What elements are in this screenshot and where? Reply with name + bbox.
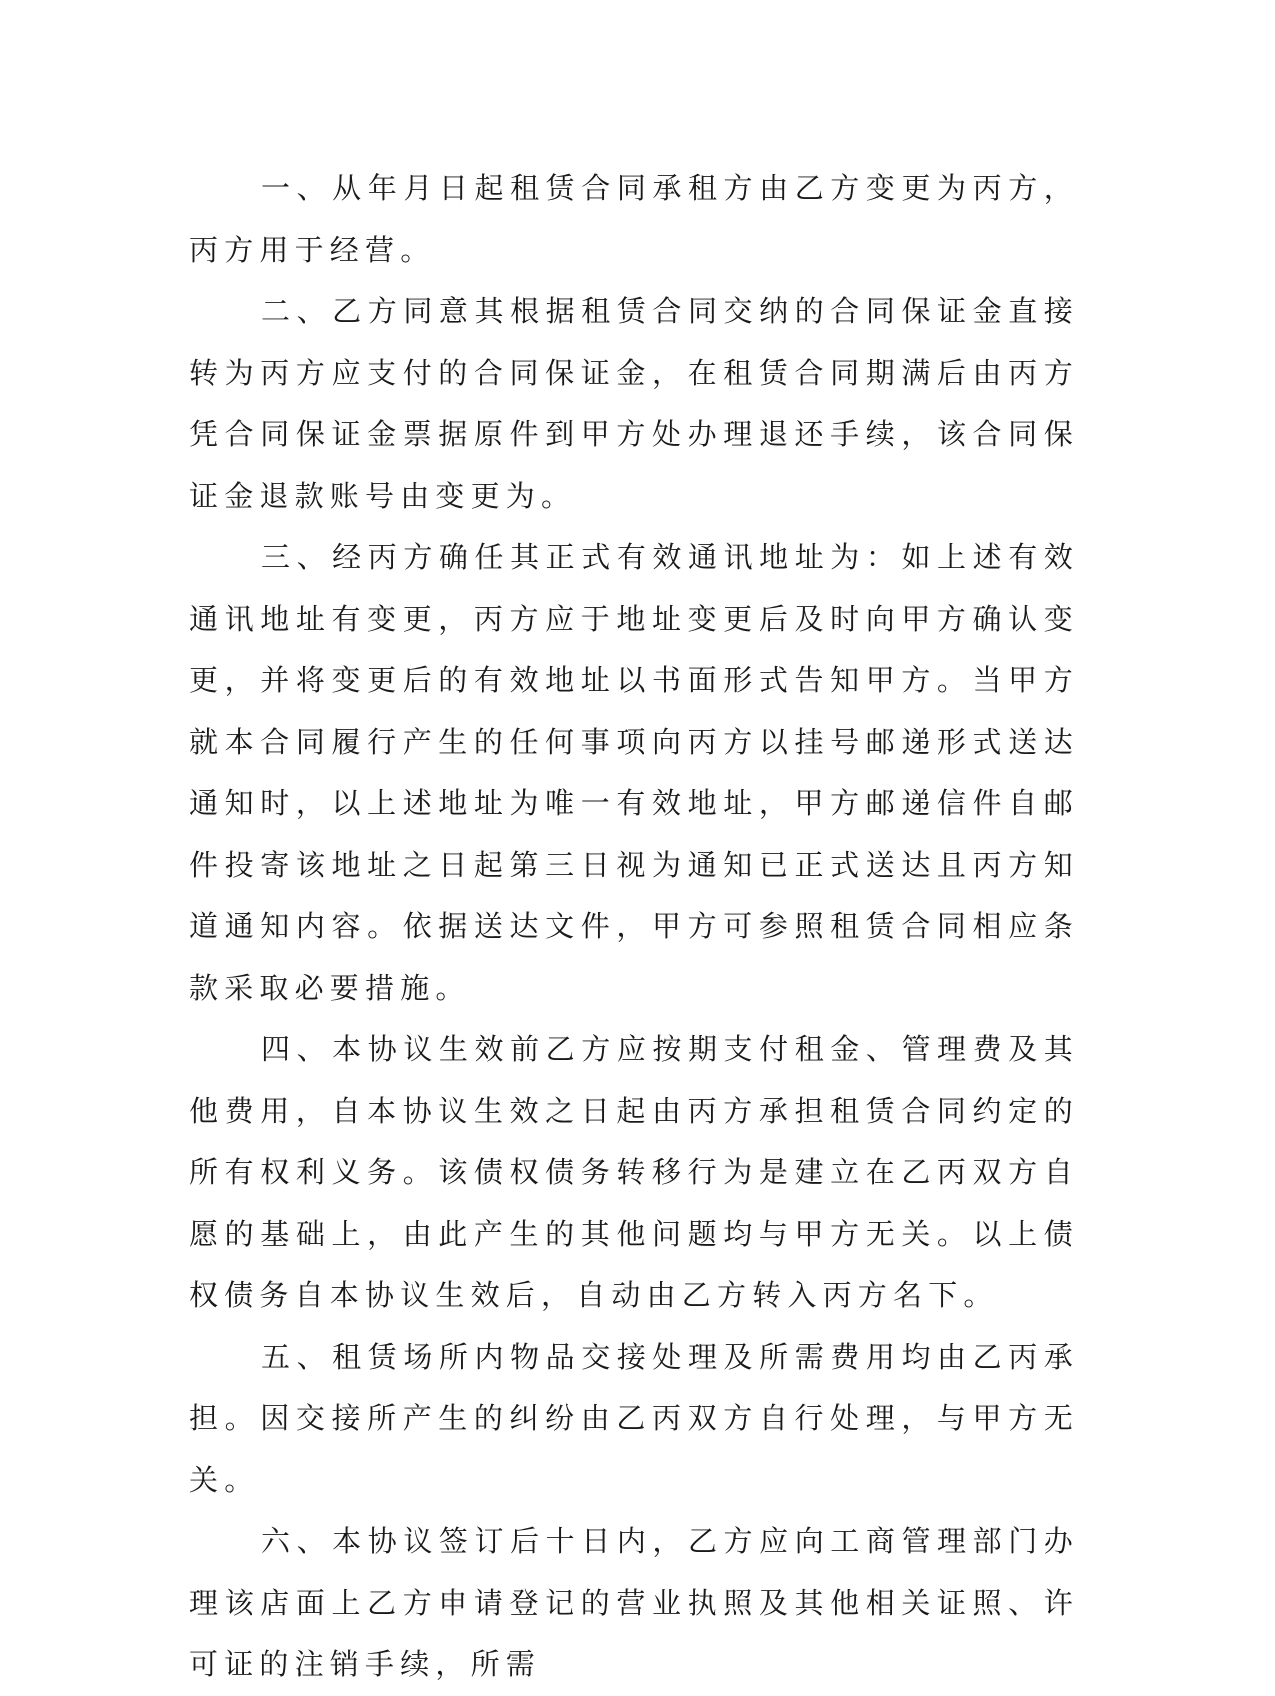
clause-2-paragraph: 二、乙方同意其根据租赁合同交纳的合同保证金直接转为丙方应支付的合同保证金，在租赁合同期满后由丙方凭合同保证金票据原件到甲方处办理退还手续，该合同保证金退款账号由变更为。 bbox=[189, 294, 1079, 513]
clause-4-paragraph: 四、本协议生效前乙方应按期支付租金、管理费及其他费用，自本协议生效之日起由丙方承担租赁合同约定的所有权利义务。该债权债务转移行为是建立在乙丙双方自愿的基础上，由此产生的其他问题均与甲方无关。以上债权债务自本协议生效后，自动由乙方转入丙方名下。 bbox=[189, 1032, 1079, 1312]
clause-6-paragraph: 六、本协议签订后十日内，乙方应向工商管理部门办理该店面上乙方申请登记的营业执照及其他相关证照、许可证的注销手续，所需 bbox=[189, 1524, 1079, 1681]
clause-1-paragraph: 一、从年月日起租赁合同承租方由乙方变更为丙方，丙方用于经营。 bbox=[189, 171, 1079, 267]
clause-5-paragraph: 五、租赁场所内物品交接处理及所需费用均由乙丙承担。因交接所产生的纠纷由乙丙双方自行处理，与甲方无关。 bbox=[189, 1339, 1079, 1497]
document-body bbox=[189, 158, 1079, 1696]
clause-3-paragraph: 三、经丙方确任其正式有效通讯地址为：如上述有效通讯地址有变更，丙方应于地址变更后及时向甲方确认变更，并将变更后的有效地址以书面形式告知甲方。当甲方就本合同履行产生的任何事项向丙方以挂号邮递形式送达通知时，以上述地址为唯一有效地址，甲方邮递信件自邮件投寄该地址之日起第三日视为通知已正式送达且丙方知道通知内容。依据送达文件，甲方可参照租赁合同相应条款采取必要措施。 bbox=[189, 540, 1079, 1005]
